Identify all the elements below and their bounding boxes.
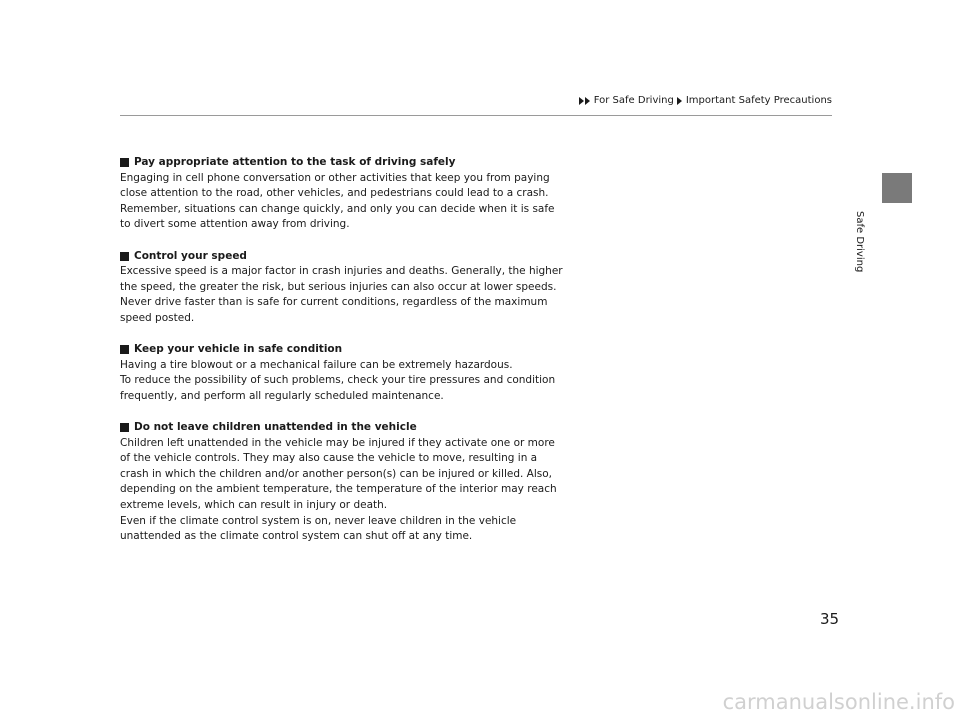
- section-speed: [120, 249, 565, 327]
- square-bullet-icon: [120, 252, 129, 261]
- arrow-icon: [677, 97, 683, 105]
- section-attention: [120, 155, 565, 233]
- section-heading: [120, 342, 565, 358]
- square-bullet-icon: [120, 423, 129, 432]
- section-heading: [120, 420, 565, 436]
- section-children: [120, 420, 565, 545]
- section-heading: [120, 155, 565, 171]
- section-paragraph: Even if the climate control system is on, never leave children in the vehicle unattended as the climate control system can shut off at any time.: [120, 514, 517, 543]
- square-bullet-icon: [120, 158, 129, 167]
- section-heading-text: Pay appropriate attention to the task of driving safely: [134, 156, 456, 168]
- watermark: carmanualsonline.info: [722, 690, 955, 714]
- section-heading-text: Do not leave children unattended in the vehicle: [134, 421, 417, 434]
- square-bullet-icon: [120, 345, 129, 354]
- breadcrumb-item-important-safety-precautions[interactable]: Important Safety Precautions: [685, 95, 832, 106]
- section-paragraph: Engaging in cell phone conversation or other activities that keep you from paying close attention to the road, other vehicles, and pedestrians could lead to a crash. Remember, situations can change quickly, and only you can decide when it is safe to divert some attention away from driving.: [120, 171, 555, 231]
- section-paragraph: To reduce the possibility of such problems, check your tire pressures and condition frequently, and perform all regularly scheduled maintenance.: [120, 374, 556, 402]
- section-tab-label: Safe Driving: [854, 211, 865, 273]
- section-tab-marker: [882, 173, 912, 203]
- section-heading-text: Control your speed: [134, 249, 247, 262]
- section-heading: [120, 249, 565, 265]
- header-divider: [120, 115, 832, 116]
- section-vehicle-condition: [120, 342, 565, 404]
- double-arrow-icon: [579, 97, 591, 105]
- section-paragraph: Having a tire blowout or a mechanical failure can be extremely hazardous.: [120, 358, 513, 371]
- section-paragraph: Children left unattended in the vehicle may be injured if they activate one or more of the vehicle controls. They may also cause the vehicle to move, resulting in a crash in which the children and/or another person(s) can be injured or killed. Also, depending on the ambient temperature, the temperature of the interior may reach extreme levels, which can result in injury or death.: [120, 436, 557, 512]
- breadcrumb: [579, 95, 832, 106]
- section-paragraph: Excessive speed is a major factor in crash injuries and deaths. Generally, the higher the speed, the greater the risk, but serious injuries can also occur at lower speeds. Never drive faster than is safe for current conditions, regardless of the maximum speed posted.: [120, 265, 563, 324]
- page-content: [120, 155, 565, 560]
- page-number: 35: [820, 610, 840, 628]
- breadcrumb-item-for-safe-driving[interactable]: For Safe Driving: [593, 95, 674, 106]
- section-heading-text: Keep your vehicle in safe condition: [134, 343, 343, 356]
